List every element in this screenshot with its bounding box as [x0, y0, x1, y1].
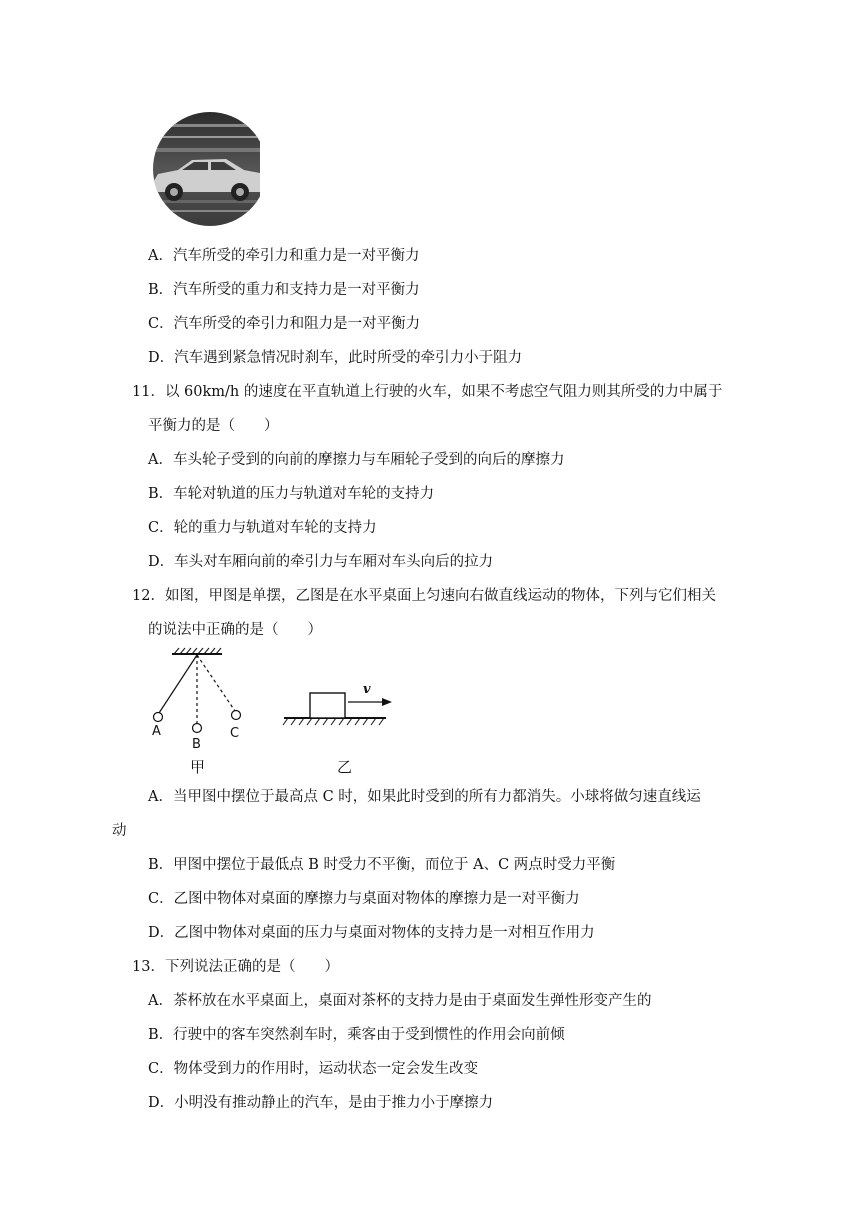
- q13-option-d: D．小明没有推动静止的汽车，是由于推力小于摩擦力: [148, 1095, 494, 1111]
- q13-option-c: C．物体受到力的作用时，运动状态一定会发生改变: [148, 1061, 479, 1077]
- q13-option-a: A．茶杯放在水平桌面上，桌面对茶杯的支持力是由于桌面发生弹性形变产生的: [148, 993, 652, 1009]
- q11-option-d: D．车头对车厢向前的牵引力与车厢对车头向后的拉力: [148, 554, 494, 570]
- q10-option-b: B．汽车所受的重力和支持力是一对平衡力: [148, 282, 420, 298]
- q12-option-a-line2: 动: [112, 823, 127, 839]
- caption-jia: 甲: [190, 758, 206, 776]
- block: [310, 693, 345, 718]
- ball-a: [154, 713, 163, 722]
- q11-stem-line2: 平衡力的是（ ）: [148, 418, 279, 434]
- caption-yi: 乙: [337, 758, 353, 776]
- q11-option-c: C．轮的重力与轨道对车轮的支持力: [148, 520, 377, 536]
- q12-diagram-svg: [146, 644, 406, 780]
- q12-option-a-line1: A．当甲图中摆位于最高点 C 时，如果此时受到的所有力都消失。小球将做匀速直线运: [148, 789, 701, 805]
- q11-option-a: A．车头轮子受到的向前的摩擦力与车厢轮子受到的向后的摩擦力: [148, 452, 565, 468]
- q10-option-d: D．汽车遇到紧急情况时刹车，此时所受的牵引力小于阻力: [148, 350, 523, 366]
- q13-option-b: B．行驶中的客车突然刹车时，乘客由于受到惯性的作用会向前倾: [148, 1027, 565, 1043]
- table-hatch: [283, 718, 384, 725]
- q10-option-a: A．汽车所受的牵引力和重力是一对平衡力: [148, 248, 420, 264]
- q12-stem-line2: 的说法中正确的是（ ）: [148, 622, 322, 638]
- q10-option-c: C．汽车所受的牵引力和阻力是一对平衡力: [148, 316, 421, 332]
- q12-option-c: C．乙图中物体对桌面的摩擦力与桌面对物体的摩擦力是一对平衡力: [148, 891, 580, 907]
- q11-option-b: B．车轮对轨道的压力与轨道对车轮的支持力: [148, 486, 435, 502]
- string-a: [159, 655, 197, 713]
- q12-option-d: D．乙图中物体对桌面的压力与桌面对物体的支持力是一对相互作用力: [148, 925, 595, 941]
- ball-c: [232, 711, 241, 720]
- q13-stem: 13．下列说法正确的是（ ）: [132, 959, 339, 975]
- label-a: A: [152, 724, 161, 739]
- q12-stem-line1: 12．如图，甲图是单摆，乙图是在水平桌面上匀速向右做直线运动的物体，下列与它们相关: [132, 588, 716, 604]
- q11-stem-line1: 11．以 60km/h 的速度在平直轨道上行驶的火车，如果不考虑空气阻力则其所受的力中属于: [132, 384, 723, 400]
- string-c: [197, 655, 235, 711]
- q12-figure: [146, 644, 406, 780]
- label-c: C: [230, 726, 240, 741]
- label-velocity: v: [363, 682, 371, 697]
- ball-b: [193, 724, 202, 733]
- car-photo: [148, 110, 266, 228]
- label-b: B: [192, 737, 201, 752]
- velocity-arrowhead: [382, 698, 392, 706]
- q12-option-b: B．甲图中摆位于最低点 B 时受力不平衡，而位于 A、C 两点时受力平衡: [148, 857, 616, 873]
